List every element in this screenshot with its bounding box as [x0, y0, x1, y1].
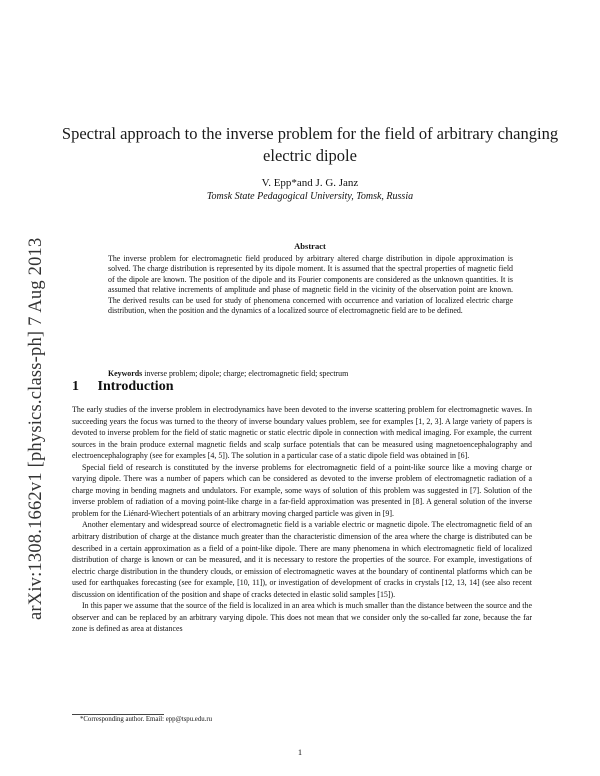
paragraph: Special field of research is constituted by the inverse problems for electromagnetic field of a point-like source like a moving charge or varying dipole. There was a number of papers which can be considered as devoted to the inverse problem of electromagnetic radiation of a charge moving in bending magnets and undulators. For example, some ways of solution of this problem was suggested in [7]. Solution of the inverse problem of radiation of a moving point-like charge in a far-field approximation was presented in [8]. A general solution of the inverse problem for the Liénard-Wiechert potentials of an arbitrary moving charged particle was given in [9].: [72, 462, 532, 518]
abstract-heading: Abstract: [294, 241, 326, 251]
section-title: Introduction: [97, 379, 174, 394]
keywords-list: inverse problem; dipole; charge; electromagnetic field; spectrum: [144, 369, 349, 378]
paragraph: In this paper we assume that the source of the field is localized in an area which is much smaller than the distance between the source and the observer and can be replaced by an arbitrary varying dipole. This does not mean that we consider only the so-called far zone, because the far zone is defined as area at distances: [72, 601, 532, 634]
section-heading: [72, 379, 552, 395]
keywords-label: Keywords: [108, 369, 143, 378]
affiliation: Tomsk State Pedagogical University, Tomsk, Russia: [206, 191, 414, 202]
paragraph: Another elementary and widespread source of electromagnetic field is a variable electric or magnetic dipole. The electromagnetic field of an arbitrary distribution of charge at the distance much greater than the characteristic dimension of the area where the charge is distributed can be described in a certain approximation as a field of a point-like dipole. There are many phenomena in which electromagnetic field of localized distribution of charge is known or can be measured, and it is necessary to restore the properties of the source. For example, investigations of electric charge distribution in the thundery clouds, or emission of electromagnetic waves at the boundary of continental platforms which can be used for earthquakes forecasting (see for example, [10, 11]), or investigation of development of cracks in crystals [12, 13, 14] (see also recent discussion on identification of the position and shape of cracks detected in elastic solid samples [15]).: [72, 520, 532, 599]
body-text: [72, 404, 532, 635]
authors: V. Epp*and J. G. Janz: [261, 177, 359, 189]
page-number: 1: [297, 747, 303, 757]
footnote-rule: [72, 714, 164, 715]
paragraph: The early studies of the inverse problem in electrodynamics have been devoted to the inverse scattering problem for electromagnetic waves. In succeeding years the focus was turned to the theory of inverse boundary values problem, see for examples [1, 2, 3]. A large variety of papers is devoted to inverse problem for the field of static magnetic or static electric dipole in connection with medical imaging. For example, the current sources in the brain produce external magnetic fields and scalp surface potentials that can be measured using magnetoencephalography and electroencephalography (see for examples [4, 5]). The solution in a particular case of a static dipole field was obtained in [6].: [72, 405, 532, 461]
section-number: 1: [72, 379, 79, 394]
abstract-text: The inverse problem for electromagnetic field produced by arbitrary altered charge distribution in dipole approximation is solved. The charge distribution is represented by its dipole moment. It is assumed that the spectral properties of magnetic field of the dipole are known. The position of the dipole and its Fourier components are considered as the unknown quantities. It is assumed that relative increments of amplitude and phase of magnetic field in the vicinity of the observation point are known. The derived results can be used for study of phenomena concerned with occurrence and variation of localized electric charge distribution, when the position and the dynamics of a localized source of electromagnetic field are to be defined.: [108, 254, 513, 316]
keywords: [108, 369, 513, 379]
arxiv-stamp: [12, 160, 46, 620]
paper-title: Spectral approach to the inverse problem for the field of arbitrary changing electric dipole: [61, 124, 559, 165]
footnote: *Corresponding author. Email: epp@tspu.edu.ru: [80, 716, 212, 723]
arxiv-identifier: arXiv:1308.1662v1 [physics.class-ph] 7 Aug 2013: [26, 237, 46, 620]
